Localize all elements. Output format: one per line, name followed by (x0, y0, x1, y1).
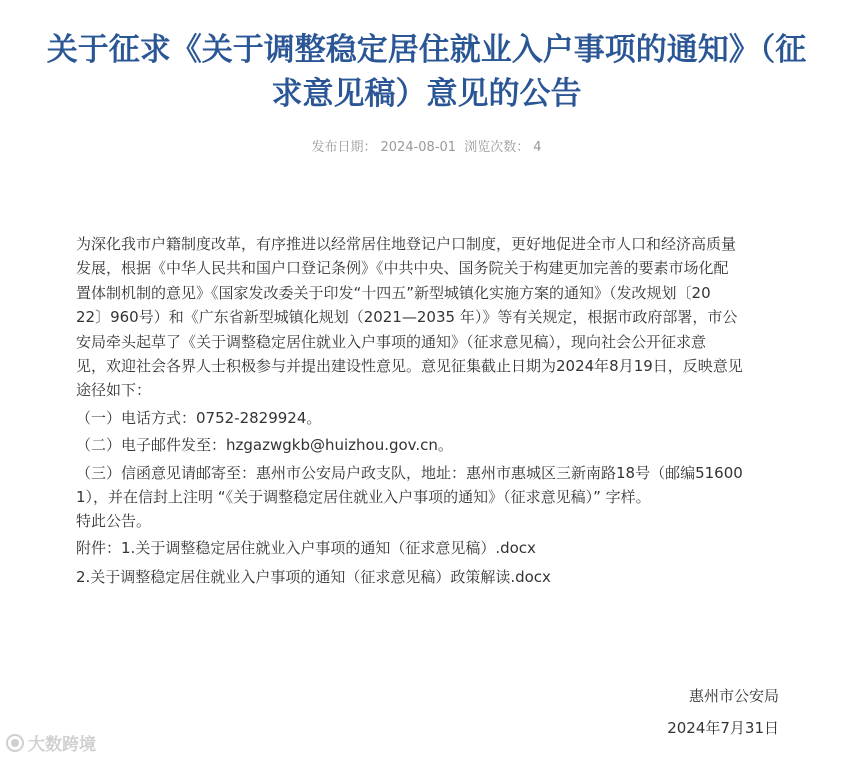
article-meta (0, 136, 853, 155)
attachment-label: 附件： (76, 538, 122, 557)
attachment-link-1[interactable]: 1.关于调整稳定居住就业入户事项的通知（征求意见稿）.docx (121, 538, 536, 557)
body-line: 为深化我市户籍制度改革，有序推进以经常居住地登记户口制度，更好地促进全市人口和经济高质量 (76, 235, 737, 253)
contact-phone: （一）电话方式：0752-2829924。 (76, 408, 322, 427)
view-count-label: 浏览次数： (464, 140, 530, 155)
signature-org: 惠州市公安局 (688, 687, 779, 705)
body-line: 22〕960号）和《广东省新型城镇化规划（2021—2035 年）》等有关规定，根据市政府部署，市公 (76, 308, 738, 327)
body-line: 发展，根据《中华人民共和国户口登记条例》《中共中央、国务院关于构建更加完善的要素市场化配 (76, 259, 729, 278)
body-line: 途径如下： (76, 381, 152, 400)
body-line: 见，欢迎社会各界人士积极参与并提出建设性意见。意见征集截止日期为2024年8月19日，反映意见 (76, 357, 743, 376)
publish-date-label: 发布日期： (311, 140, 377, 155)
page-title (0, 28, 853, 116)
attachment-row-2 (76, 565, 796, 589)
page-title-line-2: 求意见稿）意见的公告 (271, 76, 582, 112)
attachment-row-1 (76, 536, 796, 560)
body-line: 安局牵头起草了《关于调整稳定居住就业入户事项的通知》（征求意见稿），现向社会公开征求意 (76, 332, 707, 351)
article-body (76, 232, 796, 590)
page-title-line-1: 关于征求《关于调整稳定居住就业入户事项的通知》（征 (46, 32, 807, 68)
spacer (76, 560, 796, 563)
watermark-text: 大数跨境 (28, 735, 96, 755)
attachment-link-2[interactable]: 2.关于调整稳定居住就业入户事项的通知（征求意见稿）政策解读.docx (76, 568, 551, 587)
publish-date: 2024-08-01 (380, 140, 457, 155)
signature-date: 2024年7月31日 (667, 719, 779, 737)
contact-mail-line-2: 1），并在信封上注明 “《关于调整稳定居住就业入户事项的通知》（征求意见稿）” 字样。 (76, 488, 651, 507)
watermark (6, 730, 96, 755)
contact-email: （二）电子邮件发至：hzgazwgkb@huizhou.gov.cn。 (76, 436, 453, 455)
watermark-logo-icon (6, 734, 24, 752)
body-line: 置体制机制的意见》《国家发改委关于印发“十四五”新型城镇化实施方案的通知》（发改规划〔20 (76, 283, 711, 302)
contact-mail-line-1: （三）信函意见请邮寄至：惠州市公安局户政支队，地址：惠州市惠城区三新南路18号（邮编51600 (76, 463, 743, 482)
closing-text: 特此公告。 (76, 512, 152, 531)
view-count: 4 (533, 140, 542, 155)
